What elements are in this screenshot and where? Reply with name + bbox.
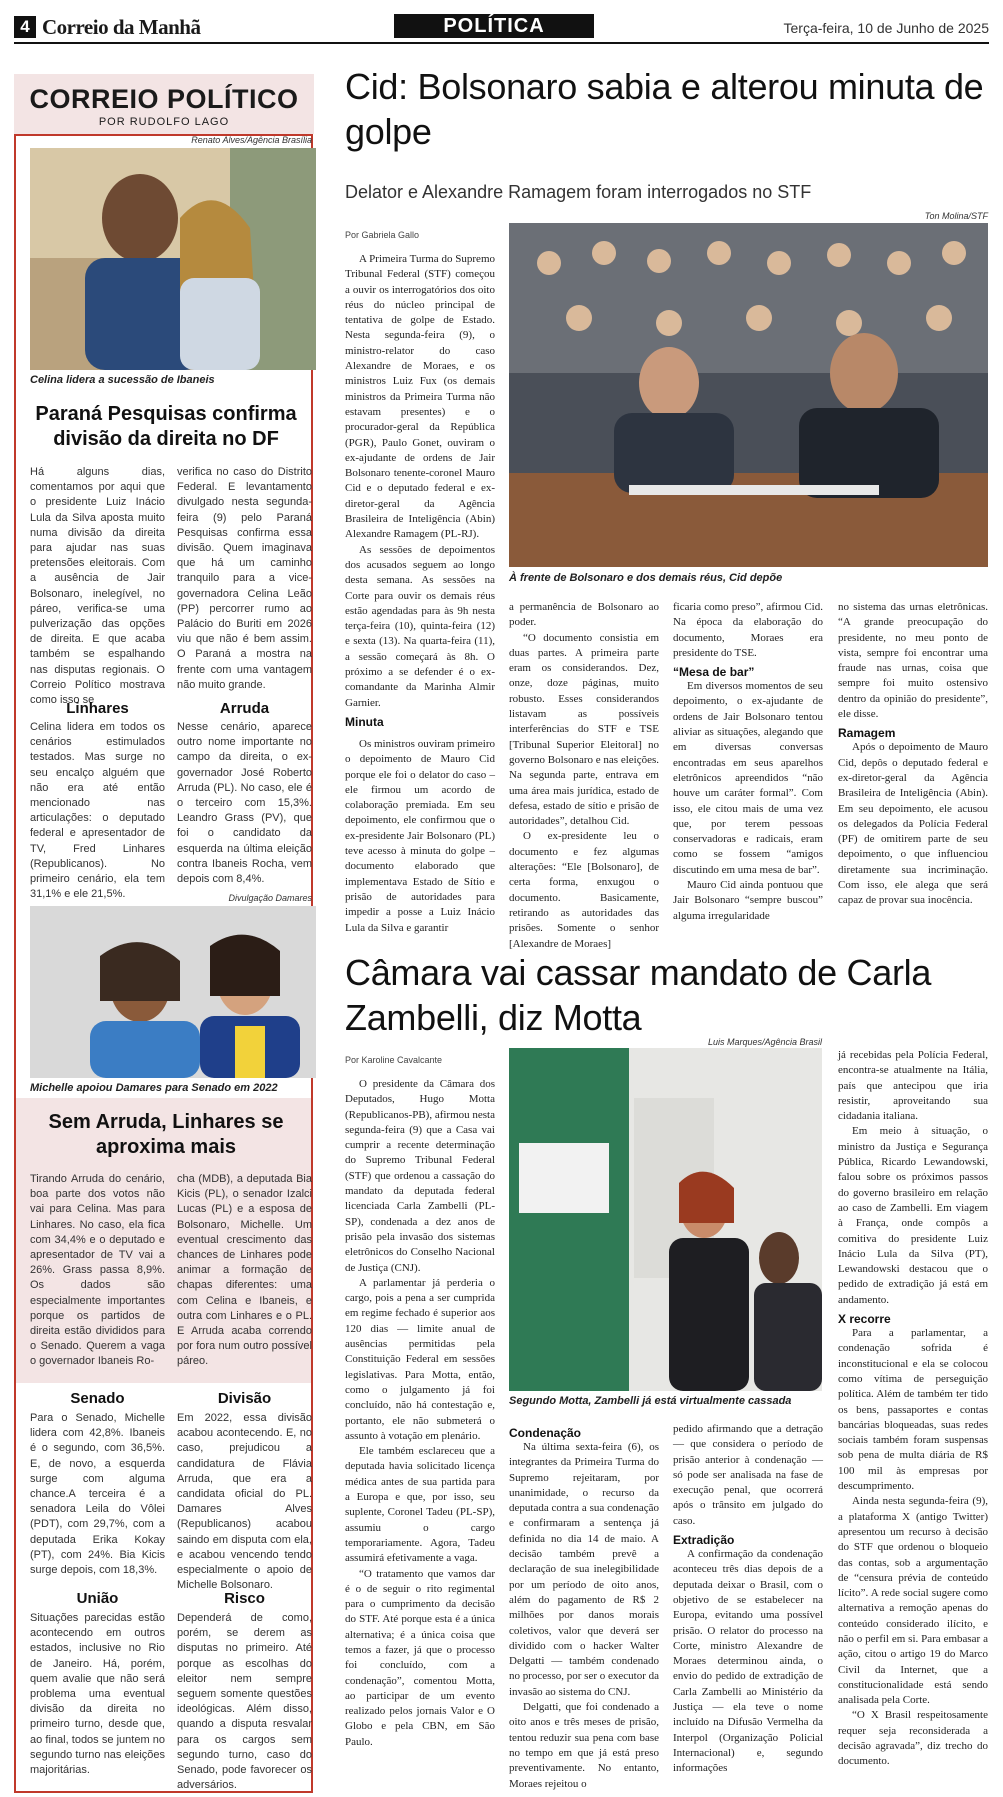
senado-text: Para o Senado, Michelle lidera com 42,8%. Ibaneis é o segundo, com 36,5%. E, de novo, a esquerda surge com alguma chance.A terceira é a senadora Leila do Vôlei (PDT), com 29,7%, com a deputada Erika Kokay (PT), com 24%. Bia Kicis surge depois, com 18,3%. [30,1412,165,1577]
paragraph: já recebidas pela Polícia Federal, encontra-se atualmente na Itália, país que antecipou que iria resistir, aproveitando sua cidadania italiana. [838,1049,988,1123]
divisao-text: Em 2022, essa divisão acabou acontecendo. E, no caso, prejudicou a candidatura de Flávia Arruda, que era a candidata oficial do PL. Damares Alves (Republicanos) acabou saindo em disputa com ela, e acabou vencendo tendo especialmente o apoio de Michelle Bolsonaro. [177,1412,312,1592]
photo-caption: À frente de Bolsonaro e dos demais réus, Cid depõe [509,572,783,584]
article2-col2 [509,1422,659,1792]
condenacao-title: Condenação [509,1426,582,1440]
article2-col1 [345,1077,495,1750]
item1-text-a: Há alguns dias, comentamos por aqui que o presidente Luiz Inácio Lula da Silva aposta muito numa divisão da direita para ajudar nas suas pretensões eleitorais. Com a ausência de Jair Bolsonaro, inelegível, no páreo, verifica-se uma pulverização das opções de direita. E que acaba também se espalhando nas disputas regionais. O Correio Político mostrava como isso se [30,466,165,707]
risco-text: Dependerá de como, porém, se derem as disputas no primeiro. Até porque as escolhas do eleitor nem sempre seguem somente questões ideológicas. Além disso, quando a disputa resvalar para os cargos sem segundo turno, caso do Senado, pode favorecer os adversários. [177,1612,312,1792]
section-label: POLÍTICA [394,14,594,38]
article1-col1 [345,252,495,729]
paragraph: a permanência de Bolsonaro ao poder. [509,601,659,629]
paragraph: Ele também esclareceu que a deputada havia solicitado licença médica antes de sua partida para a Europa e que, por isso, seu suplente, Coronel Tadeu (PL-SP), assumiu o cargo temporariamente. Agora, Tadeu assumirá efetivamente a vaga. [345,1445,495,1565]
header-rule [14,42,989,44]
paragraph: ficaria como preso”, afirmou Cid. Na época da elaboração do documento, Moraes era presidente do TSE. [673,601,823,659]
uniao-text: Situações parecidas estão acontecendo em outros estados, inclusive no Rio de Janeiro. Há, porém, quem avalie que não será problema uma eventual divisão da direita no primeiro turno, desde que, ao final, todos se juntem no segundo turno nas eleições majoritárias. [30,1612,165,1777]
paragraph: A parlamentar já perderia o cargo, pois a pena a ser cumprida em regime fechado é superior aos 120 dias — limite anual de ausências permitidas pela Constituição Federal em sessões legislativas. Para Motta, então, como o julgamento já foi concluído, não há contestação e, portanto, ele não submeterá o assunto à votação em plenário. [345,1276,495,1442]
paragraph: “O tratamento que vamos dar é o de seguir o rito regimental para o cumprimento da decisão do STF. Até porque esta é a única alternativa; é a única coisa que temos a fazer, já que o processo foi concluído, com a condenação”, comentou Motta, ao participar de um evento realizado pelos jornais Valor e O Globo e pela CBN, em São Paulo. [345,1567,495,1748]
paragraph: Mauro Cid ainda pontuou que Jair Bolsonaro “sempre buscou” alguma irregularidade [673,879,823,922]
mesa-title: “Mesa de bar” [673,665,755,680]
photo-caption: Celina lidera a sucessão de Ibaneis [30,374,215,386]
risco-title: Risco [224,1590,265,1607]
paragraph: Ainda nesta segunda-feira (9), a plataforma X (antigo Twitter) apresentou um recurso à decisão do STF que ordenou o bloqueio das contas, sob a argumentação de “censura prévia de conteúdo lícito”. A rede social sugere como alternativa a remoção apenas do conteúdo considerado ilícito, e não o perfil em si. Para embasar a ação, citou o artigo 19 do Marco Civil da Internet, que a constitucionalidade está sendo analisada pela Corte. [838,1495,988,1707]
item1-title: Paraná Pesquisas confirma divisão da direita no DF [35,403,297,450]
paragraph: Na última sexta-feira (6), os integrantes da Primeira Turma do Supremo rejeitaram, por unanimidade, o recurso da deputada contra a sua condenação e confirmaram a sentença já definida no dia 14 de maio. A decisão também prevê a declaração de sua inelegibilidade por um período de oito anos, além do pagamento de R$ 2 milhões por danos morais coletivos, valor que deverá ser dividido com o hacker Walter Delgatti — também condenado no processo, por ser o executor da invasão ao sistema do CNJ. [509,1441,659,1698]
photo-credit: Luis Marques/Agência Brasil [707,1037,822,1047]
damares-photo [30,906,316,1078]
article1-minuta [345,737,495,936]
article1-col5 [838,600,988,909]
article2-col3 [673,1422,823,1777]
paragraph: As sessões de depoimentos dos acusados seguem ao longo desta semana. As sessões na Corte para ouvir os demais réus estão agendadas para às 9h nesta terça-feira (10), quinta-feira (12) e sexta (13). Na quarta-feira (11), a sessão começará às 8h. O próximo a se defender é o ex-comandante da Marinha Almir Garnier. [345,543,495,709]
paragraph: O presidente da Câmara dos Deputados, Hugo Motta (Republicanos-PB), afirmou nesta segunda-feira (9) que a Casa vai cumprir a recente determinação do Supremo Tribunal Federal (STF) que ordenou a cassação do mandato da deputada federal licenciada Carla Zambelli (PL-SP), condenada a dez anos de prisão pela invasão dos sistemas eletrônicos do Conselho Nacional de Justiça (CNJ). [345,1078,495,1274]
ramagem-title: Ramagem [838,726,896,741]
paragraph: A confirmação da condenação aconteceu três dias depois de a deputada deixar o Brasil, com o objetivo de se estabelecer na Europa, evitando uma possível prisão. O relator do processo na Corte, ministro Alexandre de Moraes determinou ainda, o envio do pedido de extradição de Carla Zambelli ao Ministério da Justiça — ela teve o nome incluído na Difusão Vermelha da Interpol (Organização Policial Internacional) e, segundo informações [673,1548,823,1775]
photo-caption: Michelle apoiou Damares para Senado em 2022 [30,1082,278,1094]
photo-caption: Segundo Motta, Zambelli já está virtualmente cassada [509,1395,792,1407]
newspaper-name: Correio da Manhã [42,15,201,39]
paragraph: Para a parlamentar, a condenação sofrida é inconstitucional e ela se colocou como vítima de perseguição política. Além de também ter tido os bens, passaportes e contas bancárias bloqueadas, suas redes sociais também foram suspensas sob pena de multa diária de R$ 100 mil às empresas por descumprimento. [838,1327,988,1493]
article1-byline: Por Gabriela Gallo [345,230,420,240]
article1-headline: Cid: Bolsonaro sabia e alterou minuta de golpe [345,66,984,152]
paragraph: Em meio à situação, o ministro da Justiça e Segurança Pública, Ricardo Lewandowski, falou sobre os próximos passos do governo brasileiro em relação ao caso de Zambelli. Em viagem à França, onde compôs a comitiva do presidente Luiz Inácio Lula da Silva (PT), Lewandowski destacou que o pedido de extradição já está em andamento. [838,1125,988,1306]
article1-deck: Delator e Alexandre Ramagem foram interrogados no STF [345,182,812,202]
photo-credit: Ton Molina/STF [924,211,988,221]
paragraph: no sistema das urnas eletrônicas. “A grande preocupação do presidente, no meu ponto de vista, sempre foi encontrar uma fraude nas urnas, coisa que sempre foi muito ostensivo dentro da opinião do presidente”, ele disse. [838,601,988,721]
article2-byline: Por Karoline Cavalcante [345,1055,443,1065]
column-title: CORREIO POLÍTICO [29,84,299,114]
paragraph: “O X Brasil respeitosamente requer seja reconsiderada a decisão agravada”, diz trecho do documento. [838,1709,988,1768]
column-author: POR RUDOLFO LAGO [98,116,230,128]
article2-headline: Câmara vai cassar mandato de Carla Zambelli, diz Motta [345,952,932,1038]
paragraph: Em diversos momentos de seu depoimento, o ex-ajudante de ordens de Jair Bolsonaro tentou aliviar as situações, alegando que em diversas conversas encontradas em seus aparelhos eletrônicos apreendidos “não houve um caráter formal”. Com isso, ele citou mais de uma vez que, por terem pessoas conservadoras e radicais, eram como se fossem “amigos discutindo em uma mesa de bar”. [673,680,823,876]
paragraph: O ex-presidente leu o documento e fez algumas alterações: “Ele [Bolsonaro], de certa forma, enxugou o documento. Basicamente, retirando as autoridades das prisões. Somente o senhor [Alexandre de Moraes] [509,830,659,950]
celina-photo [30,148,316,370]
paragraph: A Primeira Turma do Supremo Tribunal Federal (STF) começou a ouvir os interrogatórios dos oito réus do núcleo principal de tentativa de golpe de Estado. Nesta segunda-feira (9), o ministro-relator do caso Alexandre de Moraes, e os ministros Luiz Fux (os demais ministros da Primeira Turma não estavam presentes) e o procurador-geral da República (PGR), Paulo Gonet, ouviram o ex-ajudante de ordens de Jair Bolsonaro tenente-coronel Mauro Cid e o deputado federal e ex-diretor-geral da Agência Brasileira de Inteligência (Abin) Alexandre Ramagem (PL-RJ). [345,253,495,541]
linhares-text: Celina lidera em todos os cenários estimulados testados. Mas surge no seu encalço alguém que não era até então mencionado nas articulações: o deputado federal e apresentador de TV, Fred Linhares (Republicanos). No primeiro cenário, ela tem 31,1% e ele 21,5%. [30,721,165,901]
minuta-title: Minuta [345,714,384,729]
article1-col3 [509,600,659,952]
paragraph: Após o depoimento de Mauro Cid, depôs o deputado federal e ex-diretor-geral da Agência Brasileira de Inteligência (Abin). Em seu depoimento, ele acusou os delegados da Polícia Federal (PF) de omitirem parte de seu depoimento, o que influenciou diretamente sua incriminação. Com isso, ele alega que será capaz de provar sua inocência. [838,741,988,907]
item2-text-a: Tirando Arruda do cenário, boa parte dos votos não vai para Celina. Mas para Linhares. No caso, ela fica com 34,4% e o deputado e apresentador de TV vai a 26%. Grass passa 8,9%. Os dados são especialmente importantes porque os partidos de direita estão divididos para o Senado. Querem a vaga o governador Ibaneis Ro- [30,1173,165,1368]
uniao-title: União [76,1590,119,1607]
page-number: 4 [14,16,36,38]
item2-text-b: cha (MDB), a deputada Bia Kicis (PL), o senador Izalci Lucas (PL) e a esposa de Bolsonaro, Michelle. Um eventual crescimento das chances de Linhares pode animar a formação de chapas diferentes: uma com Celina e Ibaneis, e outra com Linhares e o PL. E Arruda acaba correndo por fora num outro possível páreo. [177,1173,312,1368]
zambelli-photo [509,1048,822,1391]
article2-col4 [838,1048,988,1770]
item1-text-b: verifica no caso do Distrito Federal. E levantamento divulgado nesta segunda-feira (9) pelo Paraná Pesquisas confirma essa divisão. Quem imaginava que há um caminho tranquilo para a vice-governadora Celina Leão (PP) percorrer rumo ao Palácio do Buriti em 2026 viu que não é bem assim. O Paraná a mostra na frente com uma vantagem não muito grande. [177,466,312,691]
senado-title: Senado [70,1390,125,1407]
arruda-text: Nesse cenário, aparece outro nome importante no campo da direita, o ex-governador José Roberto Arruda (PL). No caso, ele é o terceiro com 15,3%. Leandro Grass (PV), que foi o candidato da esquerda na última eleição contra Ibaneis Rocha, vem depois com 8,4%. [177,721,312,886]
arruda-title: Arruda [219,700,270,717]
divisao-title: Divisão [217,1390,272,1407]
linhares-title: Linhares [66,700,129,717]
issue-date: Terça-feira, 10 de Junho de 2025 [783,20,989,36]
xrecorre-title: X recorre [838,1312,891,1327]
paragraph: Delgatti, que foi condenado a oito anos e três meses de prisão, tentou reduzir sua pena com base no tempo em que já está preso preventivamente. No entanto, Moraes rejeitou o [509,1701,659,1790]
paragraph: pedido afirmando que a detração — que considera o período de prisão anterior à condenação — só pode ser analisada na fase de execução penal, que ocorrerá após o trânsito em julgado do caso. [673,1423,823,1527]
extradicao-title: Extradição [673,1533,735,1548]
photo-credit: Divulgação Damares [228,893,312,903]
photo-credit: Renato Alves/Agência Brasília [191,135,312,145]
article1-col4 [673,600,823,924]
item2-title: Sem Arruda, Linhares se aproxima mais [48,1111,284,1158]
cid-photo [509,223,988,567]
paragraph: “O documento consistia em duas partes. A primeira parte eram os considerandos. Dez, onze, doze páginas, muito robusto. Esses considerandos listavam as possíveis interferências do STF e TSE [Tribunal Superior Eleitoral] no governo Bolsonaro e nas eleições. Na segunda parte, entrava em uma área mais jurídica, estado de defesa, estado de sítio e prisão de autoridades”, detalhou Cid. [509,631,659,828]
paragraph: Os ministros ouviram primeiro o depoimento de Mauro Cid porque ele foi o delator do caso – ele firmou um acordo de colaboração premiada. Em seu depoimento, ele confirmou que o ex-presidente Jair Bolsonaro (PL) teve acesso à minuta do golpe – documento elaborado que implementava Estado de Sítio e prisão de autoridades para impedir a posse a Luiz Inácio Lula da Silva e garantir [345,738,495,934]
